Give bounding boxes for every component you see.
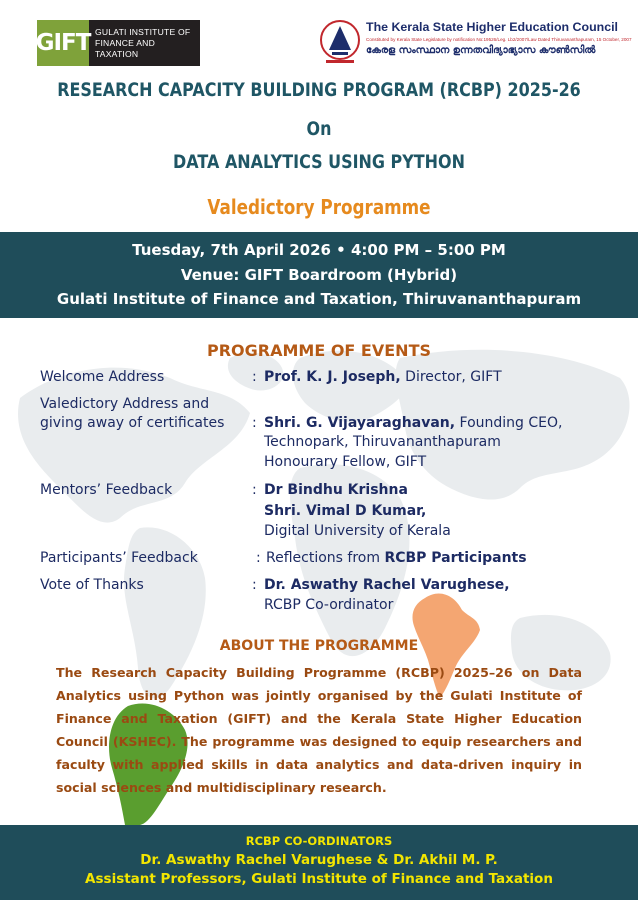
about-heading: ABOUT THE PROGRAMME xyxy=(219,638,419,654)
footer xyxy=(0,825,638,900)
gift-logo xyxy=(37,20,200,66)
colon: : xyxy=(252,369,257,385)
kshec-title: The Kerala State Higher Education Council xyxy=(366,20,618,34)
event-institution: Gulati Institute of Finance and Taxation, Thiruvananthapuram xyxy=(56,290,582,308)
about-text: The Research Capacity Building Programme (RCBP) 2025–26 on Data Analytics using Python was jointly organised by the Gulati Institute of Finance and Taxation (GIFT) and the Kerala State Higher Education Council (KSHEC). The programme was designed to equip researchers and faculty with applied skills in data analytics and data-driven inquiry in social sciences and multidisciplinary research. xyxy=(56,665,582,795)
colon: : xyxy=(252,415,257,431)
header xyxy=(0,0,638,232)
mentors-value-line3: Digital University of Kerala xyxy=(264,523,451,539)
gift-logo-mark: GIFT xyxy=(37,20,89,66)
programme-heading: PROGRAMME OF EVENTS xyxy=(207,341,431,360)
valedictory-value-line3: Honourary Fellow, GIFT xyxy=(264,454,427,470)
colon: : xyxy=(252,482,257,498)
kshec-malayalam-name: കേരള സംസ്ഥാന ഉന്നതവിദ്യാഭ്യാസ കൗൺസിൽ xyxy=(366,45,596,56)
colon: : xyxy=(256,550,261,566)
vote-of-thanks-value: Dr. Aswathy Rachel Varughese, xyxy=(264,577,510,593)
kshec-subtitle: Constituted by Kerala State Legislature by notification No:19526/Leg. Lb2/2007/Law Dated Thiruvananthapuram, 15 October, 2007 xyxy=(366,37,632,42)
welcome-label: Welcome Address xyxy=(40,369,165,385)
mentors-value: Dr Bindhu Krishna xyxy=(264,482,408,498)
program-subject: DATA ANALYTICS USING PYTHON xyxy=(173,151,465,173)
program-on: On xyxy=(306,118,332,140)
welcome-value: Prof. K. J. Joseph, Director, GIFT xyxy=(264,369,502,385)
valedictory-value-line2: Technopark, Thiruvananthapuram xyxy=(264,434,501,450)
vote-of-thanks-value-line2: RCBP Co-ordinator xyxy=(264,597,394,613)
mentors-value-line2: Shri. Vimal D Kumar, xyxy=(264,503,427,519)
kshec-emblem-icon xyxy=(318,18,362,66)
footer-designation: Assistant Professors, Gulati Institute of Finance and Taxation xyxy=(85,871,553,887)
event-info-band xyxy=(0,232,638,318)
valedictory-label-line1: Valedictory Address and xyxy=(40,396,210,412)
participants-label: Participants’ Feedback xyxy=(40,550,198,566)
footer-names: Dr. Aswathy Rachel Varughese & Dr. Akhil M. P. xyxy=(140,852,498,868)
event-date-time: Tuesday, 7th April 2026 • 4:00 PM – 5:00 PM xyxy=(132,241,506,259)
event-venue: Venue: GIFT Boardroom (Hybrid) xyxy=(180,266,458,284)
event-title: Valedictory Programme xyxy=(207,195,431,219)
valedictory-value: Shri. G. Vijayaraghavan, Founding CEO, xyxy=(264,415,563,431)
kshec-logo xyxy=(318,18,632,66)
participants-value: Reflections from RCBP Participants xyxy=(266,550,527,566)
mentors-label: Mentors’ Feedback xyxy=(40,482,173,498)
valedictory-label-line2: giving away of certificates xyxy=(40,415,225,431)
footer-heading: RCBP CO-ORDINATORS xyxy=(245,834,393,848)
colon: : xyxy=(252,577,257,593)
program-title: RESEARCH CAPACITY BUILDING PROGRAM (RCBP) 2025-26 xyxy=(57,79,581,101)
gift-logo-name: GULATI INSTITUTE OF FINANCE AND TAXATION xyxy=(95,26,191,59)
vote-of-thanks-label: Vote of Thanks xyxy=(40,577,144,593)
